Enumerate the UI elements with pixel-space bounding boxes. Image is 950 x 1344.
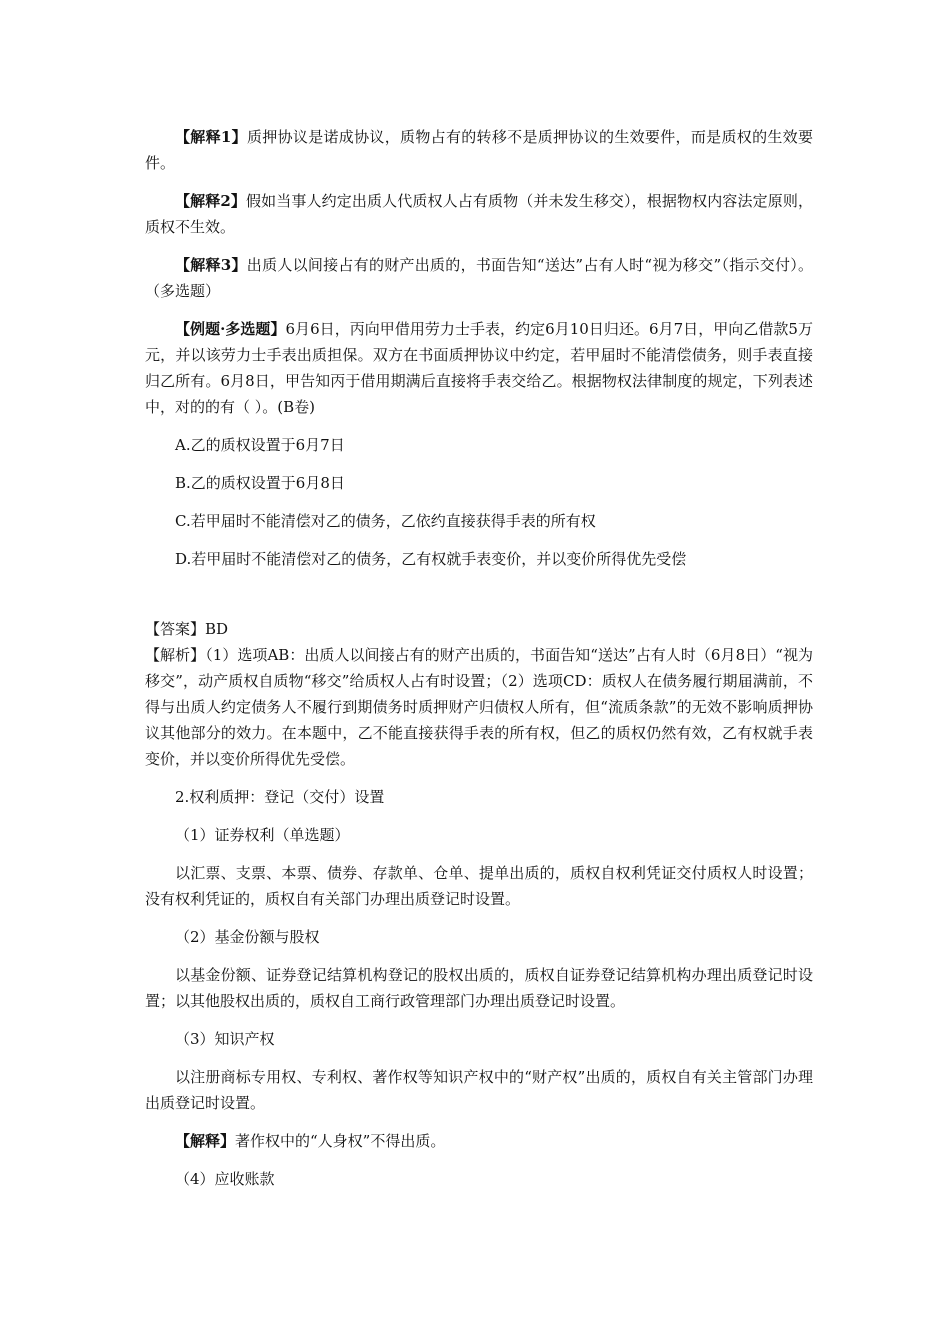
example-label: 【例题·多选题】 <box>175 320 286 338</box>
analysis-label: 【解析】 <box>145 646 206 664</box>
explanation-label: 【解释3】 <box>175 256 247 274</box>
explanation-text: 质押协议是诺成协议，质物占有的转移不是质押协议的生效要件，而是质权的生效要件。 <box>145 128 813 172</box>
explanation-3 <box>145 252 813 304</box>
explanation-text: 假如当事人约定出质人代质权人占有质物（并未发生移交），根据物权内容法定原则，质权不生效。 <box>145 192 813 236</box>
option-c: C.若甲届时不能清偿对乙的债务，乙依约直接获得手表的所有权 <box>175 512 596 530</box>
analysis-text: （1）选项AB：出质人以间接占有的财产出质的，书面告知“送达”占有人时（6月8日）“视为移交”，动产质权自质物“移交”给质权人占有时设置；（2）选项CD：质权人在债务履行期届满前，不得与出质人约定债务人不履行到期债务时质押财产归债权人所有，但“流质条款”的无效不影响质押协议其他部分的效力。在本题中，乙不能直接获得手表的所有权，但乙的质权仍然有效，乙有权就手表变价，并以变价所得优先受偿。 <box>145 646 813 768</box>
example-text: 6月6日，丙向甲借用劳力士手表，约定6月10日归还。6月7日，甲向乙借款5万元，并以该劳力士手表出质担保。双方在书面质押协议中约定，若甲届时不能清偿债务，则手表直接归乙所有。6月8日，甲告知丙于借用期满后直接将手表交给乙。根据物权法律制度的规定，下列表述中，对的的有（ ）。(B卷) <box>145 320 813 416</box>
analysis-paragraph <box>145 642 813 772</box>
option-d: D.若甲届时不能清偿对乙的债务，乙有权就手表变价，并以变价所得优先受偿 <box>175 550 687 568</box>
note-text: 著作权中的“人身权”不得出质。 <box>235 1132 446 1150</box>
explanation-label: 【解释2】 <box>175 192 247 210</box>
explanation-label: 【解释1】 <box>175 128 247 146</box>
explanation-2 <box>145 188 813 240</box>
option-a: A.乙的质权设置于6月7日 <box>175 436 345 454</box>
document-body <box>145 124 813 1192</box>
answer-text: BD <box>205 620 229 638</box>
subsection-text-1: 以汇票、支票、本票、债券、存款单、仓单、提单出质的，质权自权利凭证交付质权人时设置；没有权利凭证的，质权自有关部门办理出质登记时设置。 <box>145 864 813 908</box>
answer-line <box>145 616 813 642</box>
subsection-title-3: （3）知识产权 <box>175 1030 275 1048</box>
subsection-title-4: （4）应收账款 <box>175 1170 275 1188</box>
answer-label: 【答案】 <box>145 620 206 638</box>
option-b: B.乙的质权设置于6月8日 <box>175 474 345 492</box>
explanation-text: 出质人以间接占有的财产出质的，书面告知“送达”占有人时“视为移交”（指示交付）。（多选题） <box>145 256 814 300</box>
subsection-text-3: 以注册商标专用权、专利权、著作权等知识产权中的“财产权”出质的，质权自有关主管部门办理出质登记时设置。 <box>145 1068 813 1112</box>
subsection-title-1: （1）证券权利（单选题） <box>175 826 350 844</box>
note-label: 【解释】 <box>175 1132 236 1150</box>
subsection-text-2: 以基金份额、证券登记结算机构登记的股权出质的，质权自证券登记结算机构办理出质登记时设置；以其他股权出质的，质权自工商行政管理部门办理出质登记时设置。 <box>145 966 813 1010</box>
explanation-1 <box>145 124 813 176</box>
subsection-title-2: （2）基金份额与股权 <box>175 928 320 946</box>
example-question <box>145 316 813 420</box>
note-paragraph <box>145 1128 813 1154</box>
section-heading: 2.权利质押：登记（交付）设置 <box>175 788 385 806</box>
